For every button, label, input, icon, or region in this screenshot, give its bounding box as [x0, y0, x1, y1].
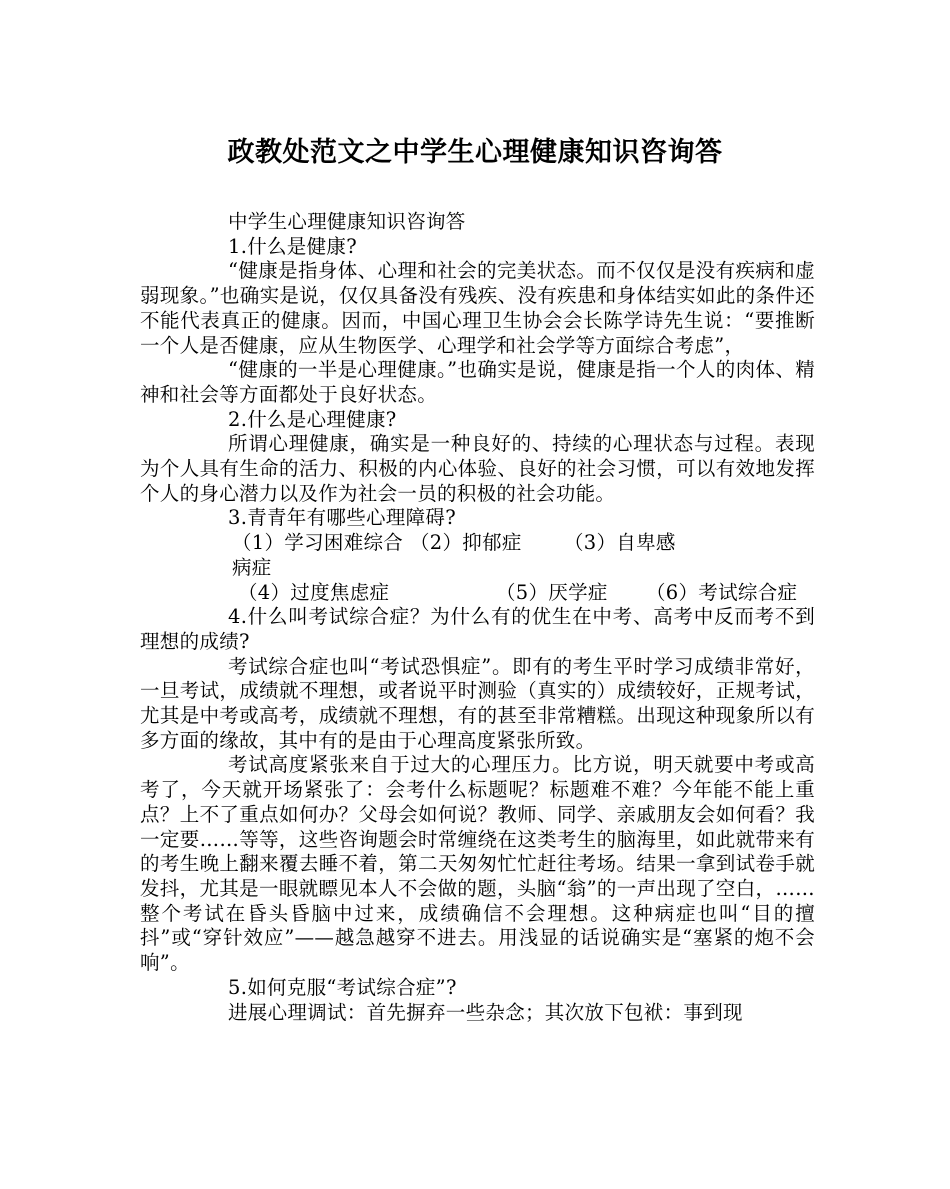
paragraph: 所谓心理健康，确实是一种良好的、持续的心理状态与过程。表现为个人具有生命的活力、积极的内心体验、良好的社会习惯，可以有效地发挥个人的身心潜力以及作为社会一员的积极的社会功能。 [140, 432, 815, 505]
list-item: （6）考试综合症 [646, 580, 798, 604]
document-title: 政教处范文之中学生心理健康知识咨询答 [227, 137, 723, 168]
paragraph: 进展心理调试：首先摒弃一些杂念；其次放下包袱：事到现 [228, 1000, 743, 1024]
paragraph: 考试综合症也叫“考试恐惧症”。即有的考生平时学习成绩非常好，一旦考试，成绩就不理想，或者说平时测验（真实的）成绩较好，正规考试，尤其是中考或高考，成绩就不理想，有的甚至非常糟糕。出现这种现象所以有多方面的缘故，其中有的是由于心理高度紧张所致。 [140, 654, 815, 752]
question-5: 5.如何克服“考试综合症”? [228, 975, 457, 999]
question-3: 3.青青年有哪些心理障碍? [228, 506, 456, 530]
question-2: 2.什么是心理健康? [228, 407, 397, 431]
disorder-list-row-1 [140, 531, 815, 580]
list-item: （3）自卑感 [564, 531, 676, 555]
disorder-list-row-2 [140, 581, 815, 606]
paragraph: 考试高度紧张来自于过大的心理压力。比方说，明天就要中考或高考了，今天就开场紧张了：会考什么标题呢？标题难不难？今年能不能上重点？上不了重点如何办？父母会如何说？教师、同学、亲戚朋友会如何看？我一定要……等等，这些咨询题会时常缠绕在这类考生的脑海里，如此就带来有的考生晚上翻来覆去睡不着，第二天匆匆忙忙赶往考场。结果一拿到试卷手就发抖，尤其是一眼就瞟见本人不会做的题，头脑“翁”的一声出现了空白，……整个考试在昏头昏脑中过来，成绩确信不会理想。这种病症也叫“目的擅抖”或“穿针效应”——越急越穿不进去。用浅显的话说确实是“塞紧的炮不会响”。 [140, 753, 815, 975]
list-item: （1）学习困难综合病症 [232, 531, 404, 579]
question-4: 4.什么叫考试综合症？为什么有的优生在中考、高考中反而考不到理想的成绩? [140, 605, 815, 653]
subtitle: 中学生心理健康知识咨询答 [228, 210, 466, 233]
document-body [140, 210, 815, 1025]
list-item: （4）过度焦虑症 [238, 580, 390, 604]
paragraph: “健康是指身体、心理和社会的完美状态。而不仅仅是没有疾病和虚弱现象。”也确实是说，仅仅具备没有残疾、没有疾患和身体结实如此的条件还不能代表真正的健康。因而，中国心理卫生协会会长陈学诗先生说：“要推断一个人是否健康，应从生物医学、心理学和社会学等方面综合考虑”， [140, 259, 815, 357]
list-item: （5）厌学症 [496, 580, 608, 604]
paragraph: “健康的一半是心理健康。”也确实是说，健康是指一个人的肉体、精神和社会等方面都处于良好状态。 [140, 358, 815, 406]
question-1: 1.什么是健康? [228, 234, 357, 258]
list-item: （2）抑郁症 [410, 531, 522, 555]
